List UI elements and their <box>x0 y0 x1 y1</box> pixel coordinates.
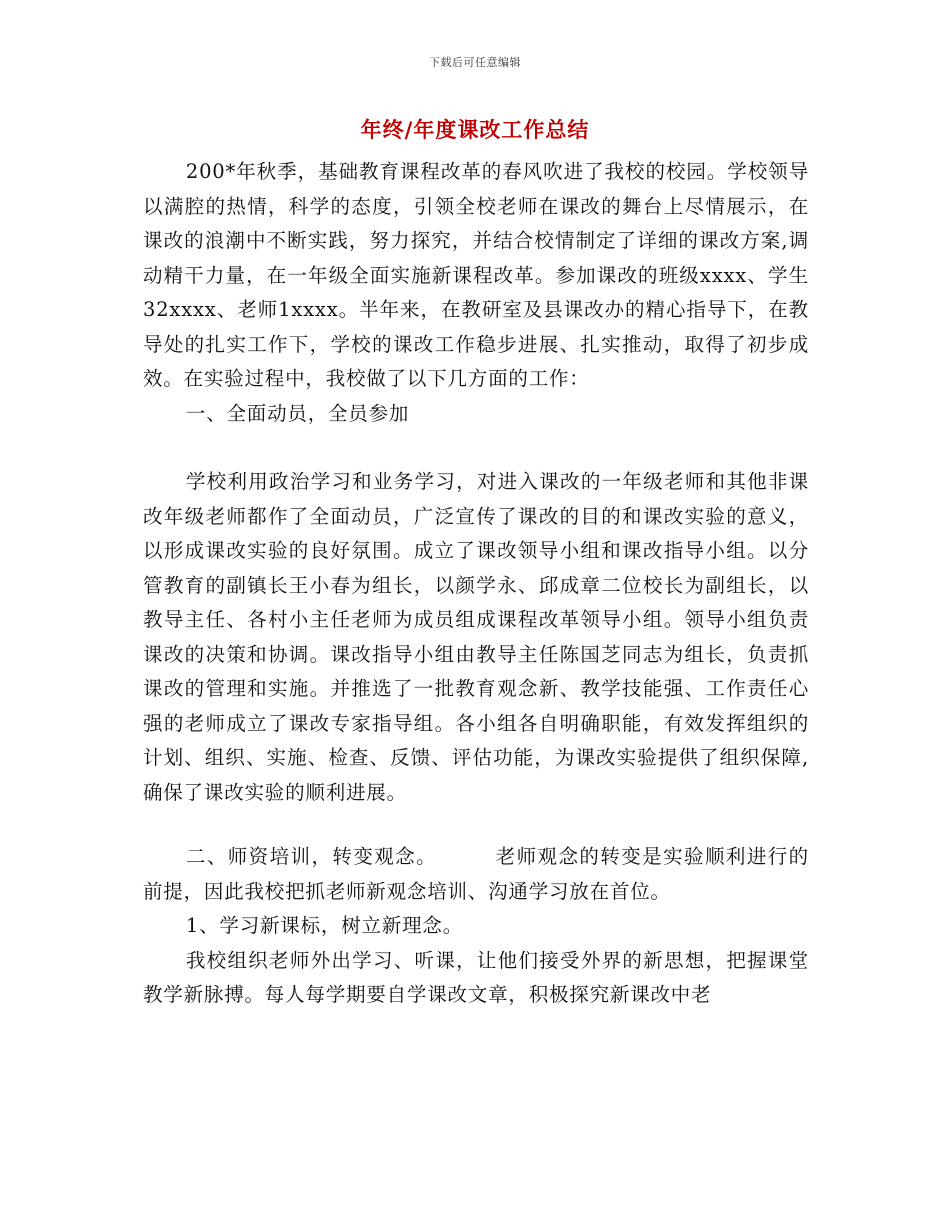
spacer <box>143 431 809 465</box>
section-heading-2: 二、师资培训，转变观念。 <box>185 845 438 868</box>
spacer <box>143 810 809 840</box>
document-title: 年终/年度课改工作总结 <box>360 117 590 142</box>
section-heading-1: 一、全面动员，全员参加 <box>185 401 410 425</box>
header-note: 下载后可任意编辑 <box>429 56 521 69</box>
paragraph-intro: 200*年秋季，基础教育课程改革的春风吹进了我校的校园。学校领导以满腔的热情，科学的态度，引领全校老师在课改的舞台上尽情展示，在课改的浪潮中不断实践，努力探究，并结合校情制定了详细的课改方案,调动精干力量，在一年级全面实施新课程改革。参加课改的班级xxxx、学生32xxxx、老师1xxxx。半年来，在教研室及县课改办的精心指导下，在教导处的扎实工作下，学校的课改工作稳步进展、扎实推动，取得了初步成效。在实验过程中，我校做了以下几方面的工作： <box>143 160 809 390</box>
paragraph-mobilization: 学校利用政治学习和业务学习，对进入课改的一年级老师和其他非课改年级老师都作了全面动员，广泛宣传了课改的目的和课改实验的意义，以形成课改实验的良好氛围。成立了课改领导小组和课改指导小组。以分管教育的副镇长王小春为组长，以颜学永、邱成章二位校长为副组长，以教导主任、各村小主任老师为成员组成课程改革领导小组。领导小组负责课改的决策和协调。课改指导小组由教导主任陈国芝同志为组长，负责抓课改的管理和实施。并推选了一批教育观念新、教学技能强、工作责任心强的老师成立了课改专家指导组。各小组各自明确职能，有效发挥组织的计划、组织、实施、检查、反馈、评估功能，为课改实验提供了组织保障,确保了课改实验的顺利进展。 <box>143 470 809 804</box>
document-body <box>143 155 809 1013</box>
subsection-heading-1: 1、学习新课标，树立新理念。 <box>185 914 463 937</box>
paragraph-training <box>143 840 809 909</box>
paragraph-study: 我校组织老师外出学习、听课，让他们接受外界的新思想，把握课堂教学新脉搏。每人每学期要自学课改文章，积极探究新课改中老 <box>143 948 809 1006</box>
section-heading-2-text: 老师观念的转变是实验顺利进行的前提，因此我校把抓老师新观念培训、沟通学习放在首位。 <box>143 845 809 903</box>
